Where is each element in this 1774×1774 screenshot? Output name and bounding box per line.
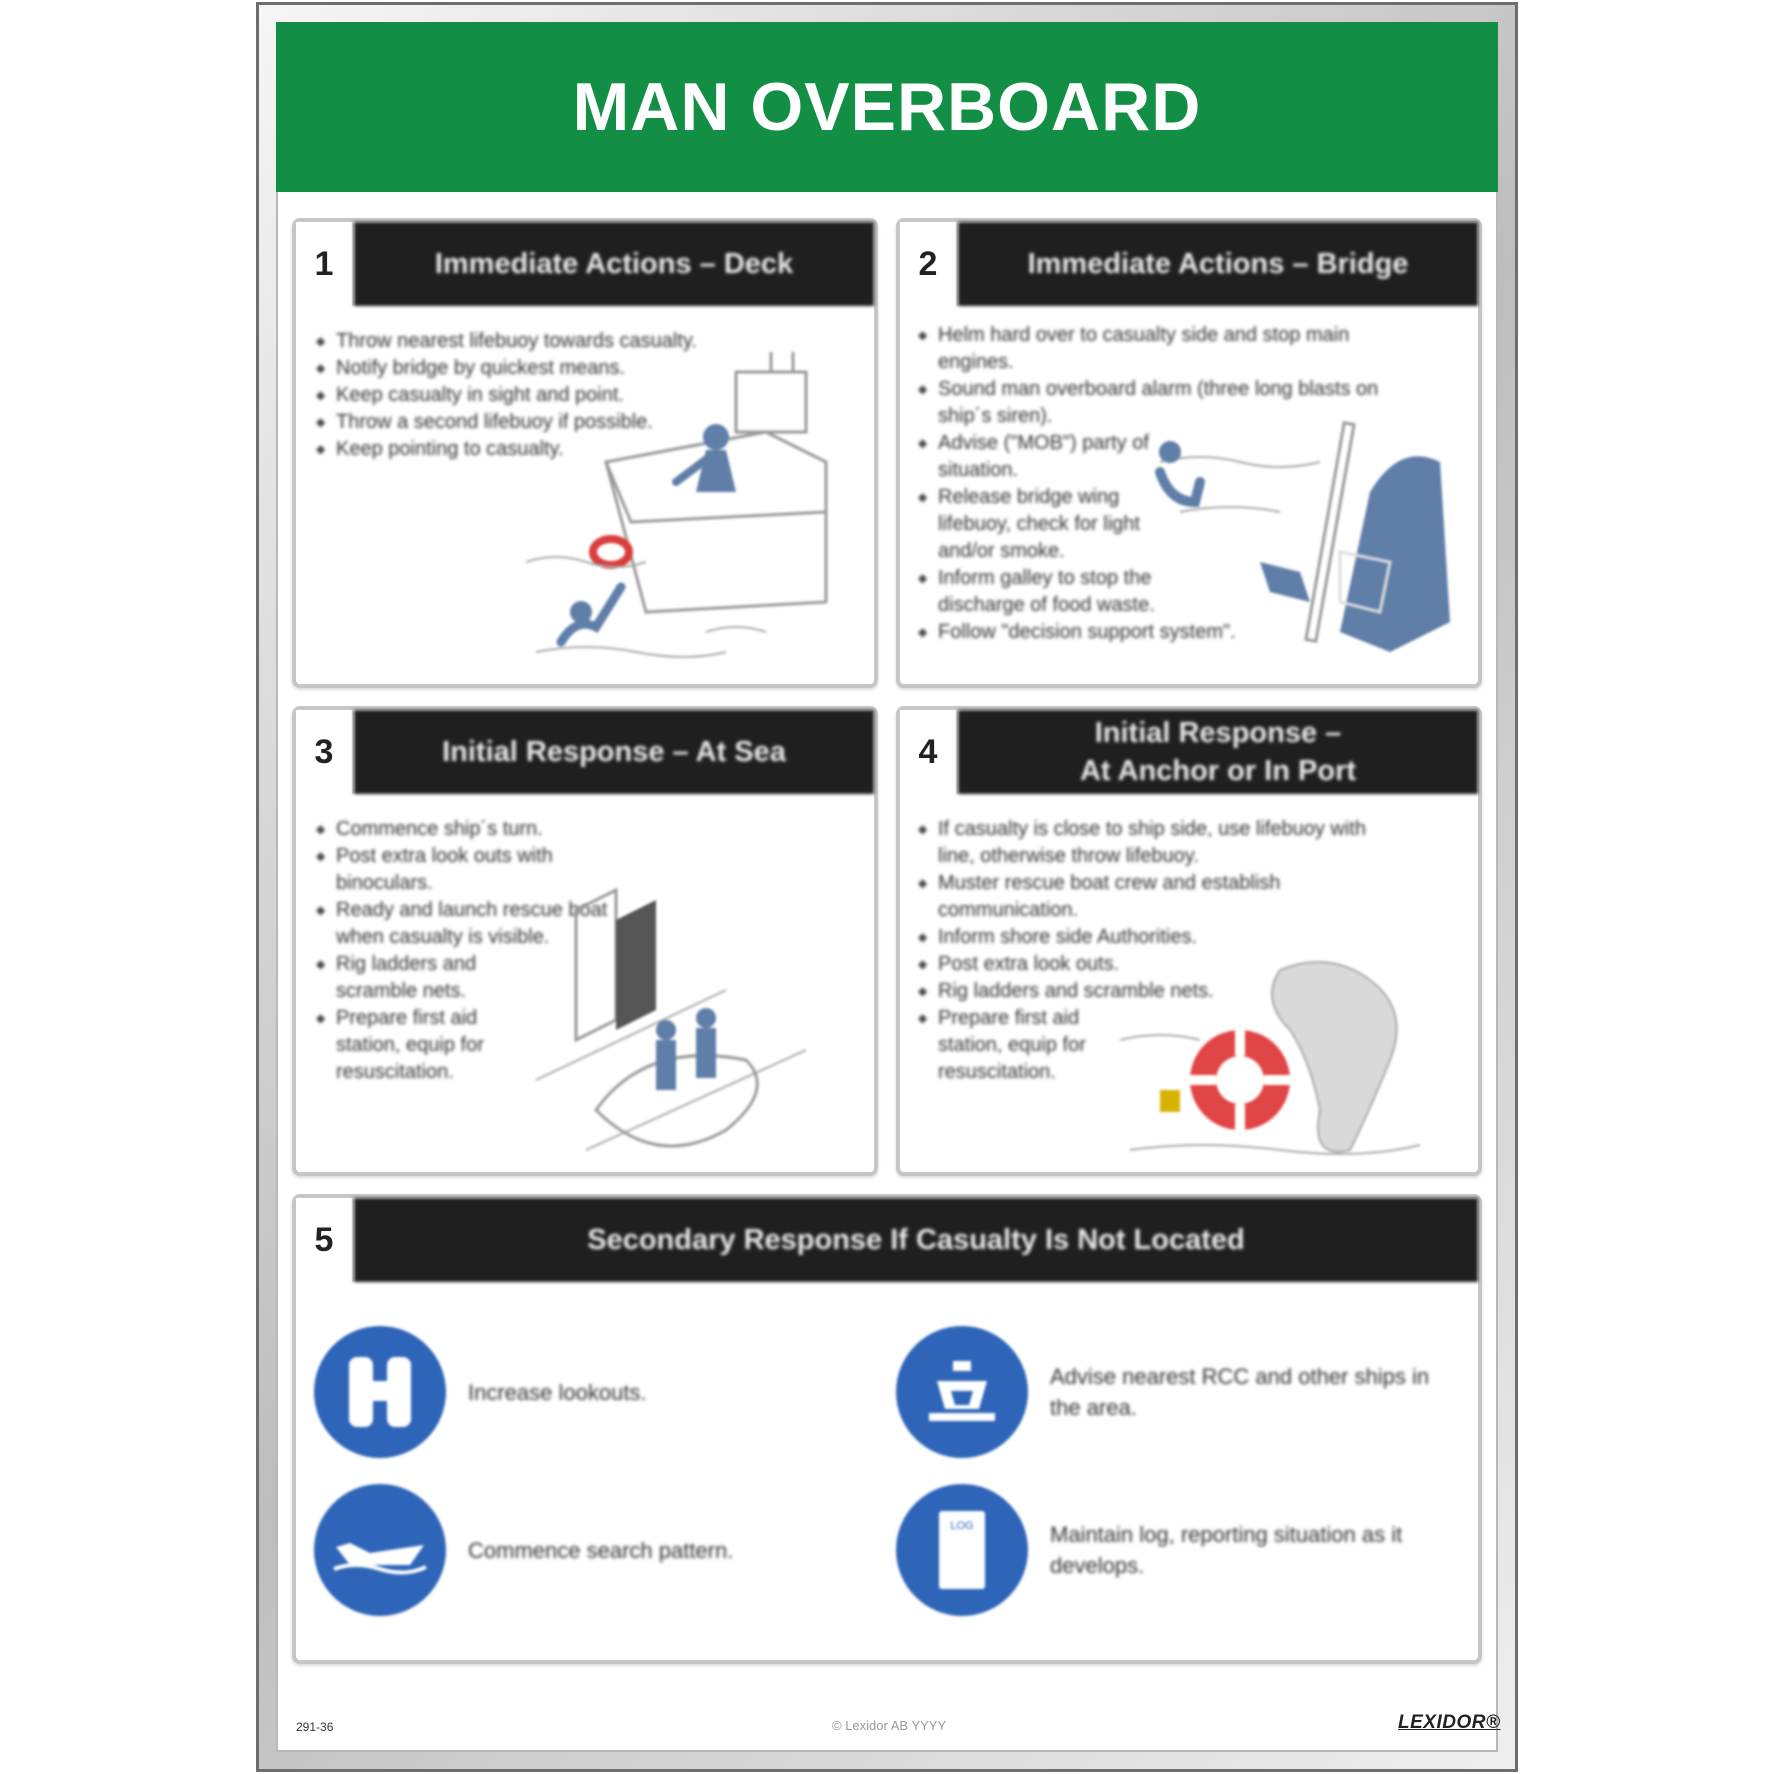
section-title: Immediate Actions – Bridge bbox=[958, 222, 1478, 306]
section-2-panel bbox=[896, 218, 1482, 688]
bullet-item: ◆ Keep pointing to casualty. bbox=[316, 436, 736, 463]
section-number: 4 bbox=[900, 710, 958, 794]
bullet-item: ◆ Muster rescue boat crew and establish communication. bbox=[918, 870, 1398, 924]
secondary-item-lookouts bbox=[314, 1326, 848, 1458]
bullet-item: ◆ Advise ("MOB") party of situation. bbox=[918, 430, 1158, 484]
section-title: Immediate Actions – Deck bbox=[354, 222, 874, 306]
section-3-panel bbox=[292, 706, 878, 1176]
bullet-item: ◆ Inform galley to stop the discharge of food waste. bbox=[918, 565, 1158, 619]
radio-station-icon bbox=[896, 1326, 1028, 1458]
bullet-item: ◆ Throw a second lifebuoy if possible. bbox=[316, 409, 736, 436]
title-bar bbox=[276, 22, 1498, 192]
bullet-item: ◆ Notify bridge by quickest means. bbox=[316, 355, 736, 382]
bullet-item: ◆ If casualty is close to ship side, use lifebuoy with line, otherwise throw lifebuoy. bbox=[918, 816, 1398, 870]
secondary-item-rcc bbox=[896, 1326, 1430, 1458]
section-number: 2 bbox=[900, 222, 958, 306]
bullet-item: ◆ Rig ladders and scramble nets. bbox=[316, 951, 496, 1005]
section-4-panel bbox=[896, 706, 1482, 1176]
bullet-item: ◆ Post extra look outs. bbox=[918, 951, 1398, 978]
section-3-header bbox=[296, 710, 874, 794]
bullet-item: ◆ Post extra look outs with binoculars. bbox=[316, 843, 636, 897]
section-5-panel bbox=[292, 1194, 1482, 1664]
lexidor-logo: LEXIDOR® bbox=[1398, 1712, 1501, 1733]
secondary-item-text: Maintain log, reporting situation as it develops. bbox=[1050, 1522, 1403, 1578]
section-title: Initial Response – At Anchor or In Port bbox=[958, 710, 1478, 794]
bullet-item: ◆ Ready and launch rescue boat when casualty is visible. bbox=[316, 897, 616, 951]
search-boat-icon bbox=[314, 1484, 446, 1616]
section-title: Secondary Response If Casualty Is Not Located bbox=[354, 1198, 1478, 1282]
section-1-header bbox=[296, 222, 874, 306]
poster-title: MAN OVERBOARD bbox=[572, 69, 1202, 145]
section-title: Initial Response – At Sea bbox=[354, 710, 874, 794]
secondary-item-text: Commence search pattern. bbox=[468, 1537, 734, 1563]
bullet-item: ◆ Follow "decision support system". bbox=[918, 619, 1388, 646]
footer-product-code: 291-36 bbox=[296, 1720, 334, 1734]
secondary-item-text: Increase lookouts. bbox=[468, 1379, 647, 1405]
binoculars-icon bbox=[314, 1326, 446, 1458]
bullet-item: ◆ Commence ship´s turn. bbox=[316, 816, 636, 843]
section-5-header bbox=[296, 1198, 1478, 1282]
section-number: 5 bbox=[296, 1198, 354, 1282]
bullet-item: ◆ Prepare first aid station, equip for resuscitation. bbox=[316, 1005, 516, 1086]
bullet-item: ◆ Throw nearest lifebuoy towards casualty. bbox=[316, 328, 736, 355]
rescue-boat-illustration bbox=[526, 880, 856, 1170]
secondary-item-log bbox=[896, 1484, 1430, 1616]
bullet-item: ◆ Inform shore side Authorities. bbox=[918, 924, 1398, 951]
section-number: 3 bbox=[296, 710, 354, 794]
footer-copyright: © Lexidor AB YYYY bbox=[832, 1718, 947, 1733]
logbook-icon-label: LOG bbox=[950, 1520, 974, 1532]
section-4-header bbox=[900, 710, 1478, 794]
logbook-icon bbox=[896, 1484, 1028, 1616]
lifebuoy-smoke-illustration bbox=[1120, 960, 1470, 1170]
section-1-panel bbox=[292, 218, 878, 688]
crew-pointing-illustration bbox=[526, 352, 866, 672]
bullet-item: ◆ Sound man overboard alarm (three long blasts on ship´s siren). bbox=[918, 376, 1388, 430]
section-2-header bbox=[900, 222, 1478, 306]
section-number: 1 bbox=[296, 222, 354, 306]
bridge-officer-illustration bbox=[1140, 382, 1480, 682]
bullet-item: ◆ Keep casualty in sight and point. bbox=[316, 382, 736, 409]
secondary-item-search bbox=[314, 1484, 848, 1616]
secondary-item-text: Advise nearest RCC and other ships in the area. bbox=[1050, 1364, 1430, 1420]
bullet-item: ◆ Release bridge wing lifebuoy, check for light and/or smoke. bbox=[918, 484, 1158, 565]
bullet-item: ◆ Helm hard over to casualty side and stop main engines. bbox=[918, 322, 1388, 376]
bullet-item: ◆ Prepare first aid station, equip for resuscitation. bbox=[918, 1005, 1118, 1086]
bullet-item: ◆ Rig ladders and scramble nets. bbox=[918, 978, 1398, 1005]
